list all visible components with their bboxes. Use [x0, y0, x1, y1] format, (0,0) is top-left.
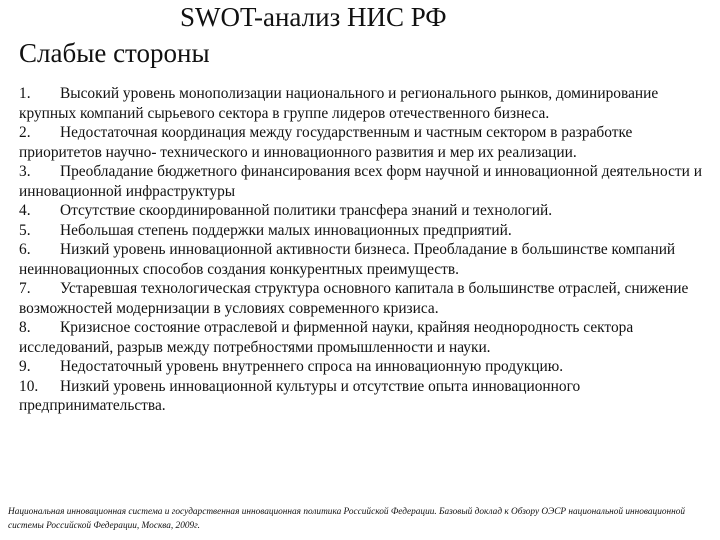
list-item — [19, 84, 707, 123]
list-item-number: 8. — [19, 319, 31, 336]
list-item — [19, 279, 707, 318]
list-item-number: 3. — [19, 163, 31, 180]
list-item — [19, 240, 707, 279]
list-item-text: Низкий уровень инновационной культуры и отсутствие опыта инновационного предпринимательства. — [19, 377, 581, 414]
list-item-text: Низкий уровень инновационной активности бизнеса. Преобладание в большинстве компаний неинновационных способов создания конкурентных преимуществ. — [19, 241, 676, 278]
slide-subtitle: Слабые стороны — [19, 38, 210, 68]
list-item-number: 1. — [19, 85, 31, 102]
list-item-text: Преобладание бюджетного финансирования всех форм научной и инновационной деятельности и инновационной инфраструктуры — [19, 163, 702, 200]
list-item-text: Устаревшая технологическая структура основного капитала в большинстве отраслей, снижение возможностей модернизации в условиях современного кризиса. — [19, 280, 689, 317]
list-item-number: 9. — [19, 358, 31, 375]
source-footnote: Национальная инновационная система и государственная инновационная политика Российской Федерации. Базовый доклад к Обзору ОЭСР национальной инновационной системы Российской Федерации, Москва, 2009г. — [8, 507, 686, 531]
list-item — [19, 123, 707, 162]
list-item-number: 2. — [19, 124, 31, 141]
list-item-number: 6. — [19, 241, 31, 258]
list-item — [19, 318, 707, 357]
list-item-number: 4. — [19, 202, 31, 219]
list-item-text: Недостаточный уровень внутреннего спроса на инновационную продукцию. — [60, 358, 564, 375]
list-item-number: 5. — [19, 221, 31, 239]
list-item — [19, 357, 707, 377]
weaknesses-list — [19, 84, 707, 416]
slide-title: SWOT-анализ НИС РФ — [180, 2, 447, 32]
list-item — [19, 201, 707, 221]
list-item-number: 7. — [19, 280, 31, 297]
list-item-text: Отсутствие скоординированной политики трансфера знаний и технологий. — [60, 202, 553, 219]
list-item-text: Небольшая степень поддержки малых инновационных предприятий. — [60, 221, 512, 239]
list-item-text: Кризисное состояние отраслевой и фирменной науки, крайняя неоднородность сектора исследований, разрыв между потребностями промышленности и науки. — [19, 319, 634, 356]
list-item-text: Недостаточная координация между государственным и частным сектором в разработке приоритетов научно- технического и инновационного развития и мер их реализации. — [19, 124, 633, 161]
list-item — [19, 162, 707, 201]
list-item-number: 10. — [19, 377, 39, 395]
list-item — [19, 221, 707, 241]
list-item-text: Высокий уровень монополизации национального и регионального рынков, доминирование крупных компаний сырьевого сектора в группе лидеров отечественного бизнеса. — [19, 85, 659, 122]
list-item — [19, 377, 707, 416]
